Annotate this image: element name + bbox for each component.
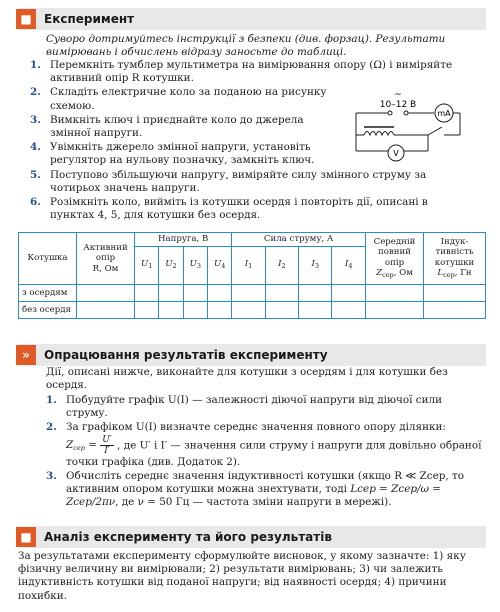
cell[interactable] <box>135 285 159 302</box>
voltmeter-label: V <box>393 149 399 158</box>
step-item: 3. Вимкніть ключ і приєднайте коло до джерела змінної напруги. <box>30 113 304 140</box>
step-item: 2. Складіть електричне коло за поданою на рисунку схемою. <box>30 86 327 112</box>
source-label: 10–12 В <box>379 100 417 110</box>
cell[interactable] <box>366 285 424 302</box>
th-i1: $I_1$ <box>232 247 265 285</box>
cell[interactable] <box>299 285 332 302</box>
processing-header <box>18 344 486 366</box>
cell[interactable] <box>159 285 183 302</box>
th-u3: $U_3$ <box>183 247 207 285</box>
inductance-formula: Lсер = Zсер/ω = Zсер/2πν <box>66 483 441 509</box>
ammeter-label: mA <box>437 109 451 118</box>
cell[interactable] <box>265 302 298 319</box>
source-tilde: ~ <box>394 90 402 100</box>
th-coil: Котушка <box>19 233 77 285</box>
cell[interactable] <box>183 302 207 319</box>
experiment-title: Експеримент <box>44 12 135 26</box>
analysis-header <box>18 526 486 548</box>
analysis-text: За результатами експерименту сформулюйте висновок, у якому зазначте: 1) яку фізичну величину ви вимірювали; 2) результати вимірювань; 3) чи залежить індуктивність котушки від поданої напруги; від наявності осердя; 4) причини похибки. <box>18 550 466 602</box>
cell[interactable] <box>424 302 486 319</box>
analysis-icon: ■ <box>16 527 36 547</box>
row-label: без осердя <box>19 302 77 319</box>
experiment-icon: ■ <box>16 9 36 29</box>
cell[interactable] <box>207 302 231 319</box>
step-item: 6. Розімкніть коло, вийміть із котушки осердя і повторіть дії, описані в пунктах 4, 5, для котушки без осердя. <box>30 196 428 222</box>
cell[interactable] <box>77 285 135 302</box>
th-u4: $U_4$ <box>207 247 231 285</box>
fast-forward-icon: » <box>16 345 36 365</box>
cell[interactable] <box>299 302 332 319</box>
cell[interactable] <box>232 302 265 319</box>
source-terminal <box>404 111 408 115</box>
cell[interactable] <box>424 285 486 302</box>
impedance-formula: $Z_{сер}$ = $\frac{U'}{I'}$ <box>66 434 112 456</box>
th-resistance: Активний опір R, Ом <box>77 233 135 285</box>
table-row <box>19 285 486 302</box>
experiment-header <box>18 8 486 30</box>
cell[interactable] <box>207 285 231 302</box>
step-item: 4. Увімкніть джерело змінної напруги, установіть регулятор на нульову позначку, замкніть ключ. <box>30 141 315 167</box>
th-i2: $I_2$ <box>265 247 298 285</box>
th-voltage: Напруга, В <box>135 233 232 247</box>
cell[interactable] <box>232 285 265 302</box>
processing-step: 1. Побудуйте графік U(I) — залежності діючої напруги від діючої сили струму. <box>46 394 443 420</box>
th-u1: $U_1$ <box>135 247 159 285</box>
analysis-title: Аналіз експерименту та його результатів <box>44 530 332 544</box>
cell[interactable] <box>135 302 159 319</box>
processing-intro: Дії, описані нижче, виконайте для котушки з осердям і для котушки без осердя. <box>46 366 448 392</box>
processing-title: Опрацювання результатів експерименту <box>44 348 328 362</box>
row-label: з осердям <box>19 285 77 302</box>
safety-text: Суворо дотримуйтесь інструкції з безпеки (див. форзац). Результати вимірювань і обчислень відразу заносьте до таблиці. <box>46 33 446 59</box>
source-terminal <box>388 111 392 115</box>
table-row <box>19 302 486 319</box>
th-current: Сила струму, А <box>232 233 366 247</box>
th-i3: $I_3$ <box>299 247 332 285</box>
th-u2: $U_2$ <box>159 247 183 285</box>
cell[interactable] <box>159 302 183 319</box>
th-avg-impedance: Середній повний опір $Z_{сер}$, Ом <box>366 233 424 285</box>
processing-steps <box>46 394 486 510</box>
cell[interactable] <box>332 302 366 319</box>
th-i4: $I_4$ <box>332 247 366 285</box>
cell[interactable] <box>183 285 207 302</box>
results-table <box>18 232 486 319</box>
cell[interactable] <box>77 302 135 319</box>
circuit-diagram <box>348 87 466 167</box>
th-inductance: Індук- тивність котушки $L_{сер}$, Гн <box>424 233 486 285</box>
switch-symbol <box>428 127 442 135</box>
processing-step: 3. Обчисліть середнє значення індуктивності котушки (якщо R ≪ Zсер, то активним опором котушки можна знехтувати, тоді Lсер = Zсер/ω = Zсер/2πν, де ν = 50 Гц — частота зміни напруги в мережі). <box>46 469 464 509</box>
cell[interactable] <box>366 302 424 319</box>
step-item: 5. Поступово збільшуючи напругу, виміряйте силу змінного струму за чотирьох значень напруги. <box>30 168 427 194</box>
step-item: 1. Перемкніть тумблер мультиметра на вимірювання опору (Ω) і виміряйте активний опір R котушки. <box>30 59 453 85</box>
cell[interactable] <box>332 285 366 302</box>
cell[interactable] <box>265 285 298 302</box>
coil-symbol <box>364 132 394 136</box>
processing-step: 2. За графіком U(I) визначте середнє значення повного опору ділянки: $Z_{сер}$ = $\frac{U'}{I'}$ , де U′ і I′ — значення сили струму і напруги для довільно обраної точки графіка (див. Додаток 2). <box>46 421 482 468</box>
